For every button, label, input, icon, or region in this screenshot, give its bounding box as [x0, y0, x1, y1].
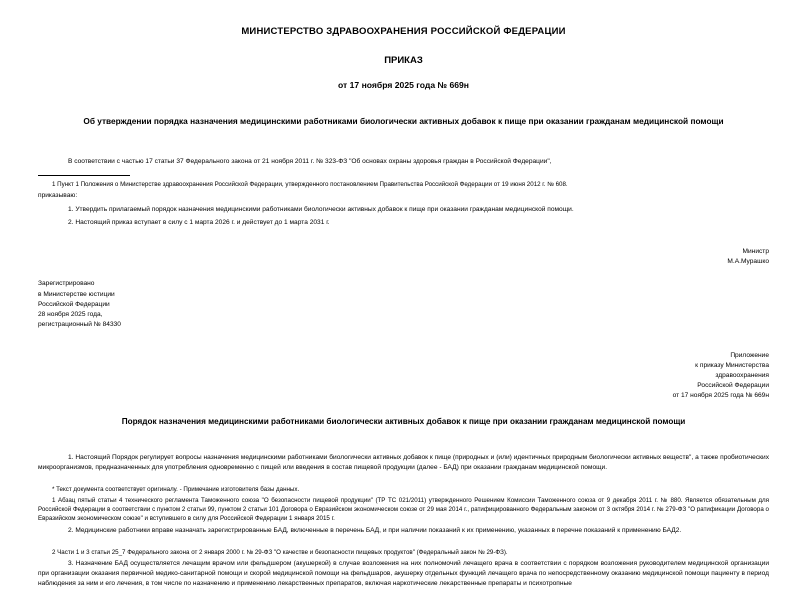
signature-name: М.А.Мурашко [727, 258, 769, 266]
signature-position: Министр [742, 248, 769, 256]
annex-header-line-2: к приказу Министерства [695, 361, 769, 369]
annex-header-line-3: здравоохранения [715, 372, 769, 380]
annex-header-block [38, 351, 769, 402]
registration-line-2: в Министерстве юстиции [38, 290, 115, 298]
footnote-1: 1 Пункт 1 Положения о Министерстве здравоохранения Российской Федерации, утвержденного постановлением Правительства Российской Федерации от 19 июня 2012 г. № 608. [52, 181, 568, 189]
body-paragraph-2: 2. Медицинские работники вправе назначать зарегистрированные БАД, включенные в перечень БАД, и при наличии показаний к их применению, указанных в перечне показаний к применению БАД2. [68, 526, 682, 534]
ministry-heading: МИНИСТЕРСТВО ЗДРАВООХРАНЕНИЯ РОССИЙСКОЙ ФЕДЕРАЦИИ [241, 26, 566, 37]
signature-block [38, 247, 769, 267]
annex-title: Порядок назначения медицинскими работниками биологически активных добавок к пище при оказании гражданам медицинской помощи [121, 416, 686, 426]
body-paragraph-3: 3. Назначение БАД осуществляется лечащим врачом или фельдшером (акушеркой) в случае возложения на них полномочий лечащего врача в соответствии с порядком возложения руководителем медицинской организации при организации оказания первичной медико-санитарной помощи и скорой медицинской помощи на фельдшаров, акушерку отдельных функций лечащего врача по непосредственному оказанию медицинской помощи пациенту в период наблюдения за ним и его лечения, в том числе по назначению и применению лекарственных препаратов, включая наркотические лекарственные препараты и психотропные [38, 559, 769, 587]
registration-line-3: Российской Федерации [38, 300, 110, 308]
registration-block [38, 279, 769, 330]
registration-line-1: Зарегистрировано [38, 280, 95, 288]
annex-header-line-4: Российской Федерации [697, 382, 769, 390]
preamble-paragraph: В соответствии с частью 17 статьи 37 Федерального закона от 21 ноября 2011 г. № 323-ФЗ "Об основах охраны здоровья граждан в Российской Федерации", [68, 158, 552, 166]
document-date: от 17 ноября 2025 года № 669н [338, 80, 469, 90]
annex-header-line-5: от 17 ноября 2025 года № 669н [672, 392, 769, 400]
footnote-origin-note: * Текст документа соответствует оригиналу. - Примечание изготовителя базы данных. [52, 485, 300, 493]
registration-line-5: регистрационный № 84330 [38, 321, 121, 329]
order-keyword: приказываю: [38, 192, 78, 200]
order-item-1: 1. Утвердить прилагаемый порядок назначения медицинскими работниками биологически активных добавок к пище при оказании гражданам медицинской помощи. [68, 206, 574, 214]
document-title: Об утверждении порядка назначения медицинскими работниками биологически активных добавок к пище при оказании гражданам медицинской помощи [83, 116, 724, 126]
annex-header-line-1: Приложение [730, 351, 769, 359]
footnote-tr-ts: 1 Абзац пятый статьи 4 технического регламента Таможенного союза "О безопасности пищевой продукции" (ТР ТС 021/2011) утвержденного Решением Комиссии Таможенного союза от 9 декабря 2011 г. № 880. Является обязательным для Российской Федерации в соответствии с пунктом 2 статьи 99, пунктом 2 статьи 101 Договора о Евразийском экономическом союзе от 29 мая 2014 г., ратифицированного Федеральным законом от 3 октября 2014 г. № 279-ФЗ "О ратификации Договора о Евразийском экономическом союзе" и вступившего в силу для Российской Федерации 1 января 2015 г. [38, 496, 769, 523]
document-type-heading: ПРИКАЗ [384, 55, 423, 66]
footnote-divider [38, 175, 130, 176]
body-paragraph-1: 1. Настоящий Порядок регулирует вопросы назначения медицинскими работниками биологически активных добавок к пище (природных и (или) идентичных природным биологически активных веществ", а также пробиотических микроорганизмов, предназначенных для употребления одновременно с пищей или введения в состав пищевой продукции (далее - БАД) при оказании гражданам медицинской помощи. [38, 453, 769, 471]
registration-line-4: 28 ноября 2025 года, [38, 311, 103, 319]
order-item-2: 2. Настоящий приказ вступает в силу с 1 марта 2026 г. и действует до 1 марта 2031 г. [68, 219, 330, 227]
footnote-2: 2 Части 1 и 3 статьи 25_7 Федерального закона от 2 января 2000 г. № 29-ФЗ "О качестве и безопасности пищевых продуктов" (Федеральный закон № 29-ФЗ). [52, 548, 508, 556]
